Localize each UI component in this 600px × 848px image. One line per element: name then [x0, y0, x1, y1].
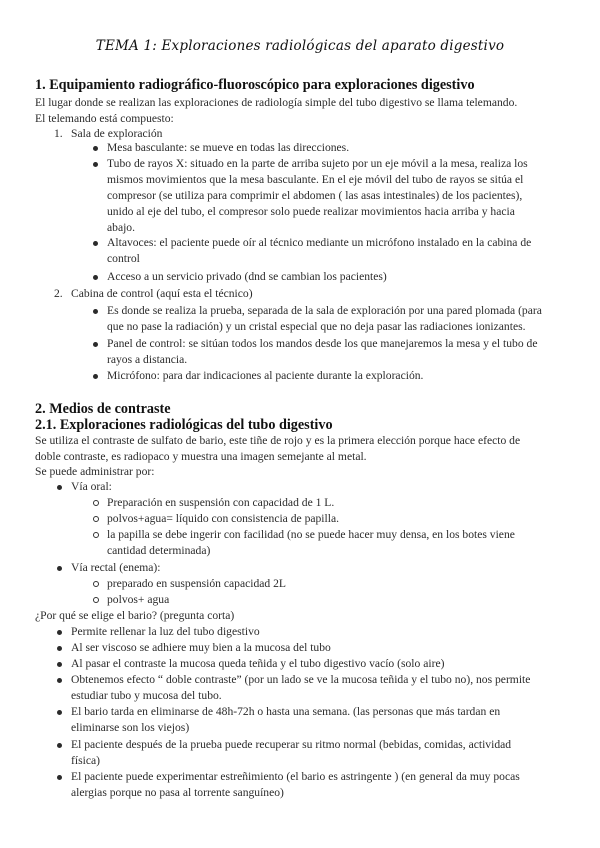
sub-bullet-text: la papilla se debe ingerir con facilidad (no se puede hacer muy densa, en los botes viene: [107, 528, 515, 541]
bullet-text: Permite rellenar la luz del tubo digestivo: [71, 625, 260, 638]
sub-bullet-text: polvos+agua= líquido con consistencia de papilla.: [107, 512, 340, 525]
bullet-text: Altavoces: el paciente puede oír al técnico mediante un micrófono instalado en la cabina de: [107, 236, 532, 249]
sub-bullet-icon: [93, 597, 99, 603]
bullet-icon: [57, 743, 62, 748]
bullet-icon: [93, 309, 98, 314]
bullet-text: compresor (se utiliza para comprimir el abdomen ( las asas intestinales) de los pacientes),: [107, 189, 523, 202]
sub-bullet-icon: [93, 581, 99, 587]
bullet-text: Panel de control: se sitúan todos los mandos desde los que manejaremos la mesa y el tubo de: [107, 337, 538, 350]
bullet-icon: [93, 146, 98, 151]
bullet-icon: [93, 162, 98, 167]
bullet-text: unido al eje del tubo, el compresor solo puede realizar movimientos hacia arriba y hacia: [107, 205, 515, 218]
list-item-label: Cabina de control (aquí esta el técnico): [71, 287, 253, 300]
bullet-text: alergias porque no pasa al torrente sanguíneo): [71, 786, 284, 799]
paragraph-line: El lugar donde se realizan las exploraciones de radiología simple del tubo digestivo se llama telemando.: [35, 96, 518, 109]
sub-bullet-icon: [93, 516, 99, 522]
bullet-text: Al ser viscoso se adhiere muy bien a la mucosa del tubo: [71, 641, 331, 654]
bullet-icon: [57, 485, 62, 490]
question-line: ¿Por qué se elige el bario? (pregunta corta): [35, 609, 235, 622]
bullet-text: Vía rectal (enema):: [71, 561, 161, 574]
paragraph-line: El telemando está compuesto:: [35, 112, 174, 125]
bullet-text: Es donde se realiza la prueba, separada de la sala de exploración por una pared plomada (para: [107, 304, 542, 317]
bullet-text: física): [71, 754, 100, 767]
bullet-text: eliminarse son los viejos): [71, 721, 190, 734]
sub-bullet-text: cantidad determinada): [107, 544, 211, 557]
bullet-icon: [93, 275, 98, 280]
bullet-text: abajo.: [107, 221, 136, 234]
bullet-icon: [57, 630, 62, 635]
sub-bullet-icon: [93, 500, 99, 506]
section-1-heading: 1. Equipamiento radiográfico-fluoroscópico para exploraciones digestivo: [35, 77, 475, 93]
section-2-1-heading: 2.1. Exploraciones radiológicas del tubo digestivo: [35, 417, 333, 433]
bullet-text: Al pasar el contraste la mucosa queda teñida y el tubo digestivo vacío (solo aire): [71, 657, 445, 670]
bullet-text: control: [107, 252, 140, 265]
bullet-icon: [93, 241, 98, 246]
bullet-text: El paciente después de la prueba puede recuperar su ritmo normal (bebidas, comidas, actividad: [71, 738, 512, 751]
bullet-text: rayos a distancia.: [107, 353, 188, 366]
bullet-icon: [57, 566, 62, 571]
bullet-text: que no pase la radiación) y un cristal especial que no deja pasar las radiaciones ionizantes.: [107, 320, 526, 333]
bullet-text: Acceso a un servicio privado (dnd se cambian los pacientes): [107, 270, 387, 283]
sub-bullet-icon: [93, 532, 99, 538]
sub-bullet-text: Preparación en suspensión con capacidad de 1 L.: [107, 496, 335, 509]
bullet-text: El paciente puede experimentar estreñimiento (el bario es astringente ) (en general da muy pocas: [71, 770, 520, 783]
bullet-text: mismos movimientos que la mesa basculante. En el eje móvil del tubo de rayos se sitúa el: [107, 173, 524, 186]
bullet-text: estudiar tubo y mucosa del tubo.: [71, 689, 222, 702]
list-number: 2.: [54, 287, 63, 300]
bullet-text: Mesa basculante: se mueve en todas las direcciones.: [107, 141, 350, 154]
bullet-text: Micrófono: para dar indicaciones al paciente durante la exploración.: [107, 369, 424, 382]
sub-bullet-text: preparado en suspensión capacidad 2L: [107, 577, 286, 590]
bullet-text: El bario tarda en eliminarse de 48h-72h o hasta una semana. (las personas que más tardan en: [71, 705, 501, 718]
list-number: 1.: [54, 127, 63, 140]
bullet-icon: [57, 678, 62, 683]
section-2-heading: 2. Medios de contraste: [35, 401, 171, 417]
bullet-icon: [57, 662, 62, 667]
bullet-icon: [57, 646, 62, 651]
paragraph-line: Se puede administrar por:: [35, 465, 155, 478]
bullet-icon: [57, 710, 62, 715]
bullet-text: Obtenemos efecto “ doble contraste” (por un lado se ve la mucosa teñida y el tubo no), nos permite: [71, 673, 531, 686]
bullet-icon: [57, 775, 62, 780]
sub-bullet-text: polvos+ agua: [107, 593, 170, 606]
list-item-label: Sala de exploración: [71, 127, 163, 140]
document-title: TEMA 1: Exploraciones radiológicas del aparato digestivo: [95, 38, 505, 54]
bullet-icon: [93, 342, 98, 347]
bullet-text: Vía oral:: [71, 480, 112, 493]
paragraph-line: doble contraste, es radiopaco y muestra una imagen semejante al metal.: [35, 450, 367, 463]
bullet-text: Tubo de rayos X: situado en la parte de arriba sujeto por un eje móvil a la mesa, realiza los: [107, 157, 528, 170]
paragraph-line: Se utiliza el contraste de sulfato de bario, este tiñe de rojo y es la primera elección porque hace efecto de: [35, 434, 521, 447]
bullet-icon: [93, 374, 98, 379]
